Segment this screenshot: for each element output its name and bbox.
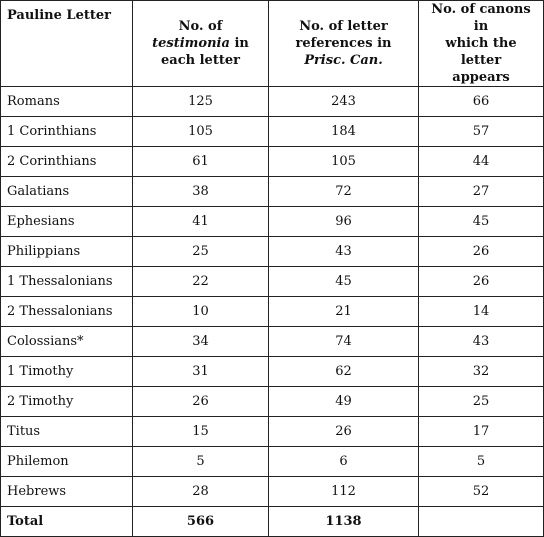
canons-cell: 44 <box>419 147 544 177</box>
references-cell: 243 <box>269 87 419 117</box>
header-references-line1: No. of letter <box>299 19 388 34</box>
canons-cell: 26 <box>419 237 544 267</box>
table-row <box>1 147 544 177</box>
testimonia-cell: 41 <box>133 207 269 237</box>
letter-cell: Galatians <box>1 177 133 207</box>
canons-cell: 45 <box>419 207 544 237</box>
letter-cell: Colossians* <box>1 327 133 357</box>
table-row <box>1 387 544 417</box>
total-canons <box>419 507 544 537</box>
references-cell: 184 <box>269 117 419 147</box>
references-cell: 45 <box>269 267 419 297</box>
letter-cell: 2 Timothy <box>1 387 133 417</box>
letter-cell: Hebrews <box>1 477 133 507</box>
header-pauline-letter-text: Pauline Letter <box>7 8 111 23</box>
canons-cell: 27 <box>419 177 544 207</box>
header-canons-line3: appears <box>452 70 510 85</box>
letter-cell: Philippians <box>1 237 133 267</box>
table-row <box>1 297 544 327</box>
references-cell: 74 <box>269 327 419 357</box>
table-header <box>1 1 544 87</box>
letter-cell: Ephesians <box>1 207 133 237</box>
testimonia-cell: 38 <box>133 177 269 207</box>
canons-cell: 14 <box>419 297 544 327</box>
testimonia-cell: 28 <box>133 477 269 507</box>
header-testimonia-line3: each letter <box>161 53 240 68</box>
letter-cell: 1 Thessalonians <box>1 267 133 297</box>
references-cell: 26 <box>269 417 419 447</box>
header-canons-line1: No. of canons in <box>431 2 531 34</box>
testimonia-cell: 25 <box>133 237 269 267</box>
header-canons <box>419 1 544 87</box>
table-row <box>1 327 544 357</box>
canons-cell: 17 <box>419 417 544 447</box>
table-row <box>1 207 544 237</box>
total-label: Total <box>1 507 133 537</box>
table-row <box>1 267 544 297</box>
testimonia-cell: 61 <box>133 147 269 177</box>
table-row <box>1 177 544 207</box>
references-cell: 96 <box>269 207 419 237</box>
testimonia-cell: 125 <box>133 87 269 117</box>
total-testimonia: 566 <box>133 507 269 537</box>
letter-cell: 1 Timothy <box>1 357 133 387</box>
table-row <box>1 87 544 117</box>
references-cell: 43 <box>269 237 419 267</box>
canons-cell: 43 <box>419 327 544 357</box>
references-cell: 62 <box>269 357 419 387</box>
total-references: 1138 <box>269 507 419 537</box>
table-body <box>1 87 544 537</box>
table-row <box>1 357 544 387</box>
testimonia-cell: 15 <box>133 417 269 447</box>
letter-cell: Romans <box>1 87 133 117</box>
header-pauline-letter <box>1 1 133 87</box>
letter-cell: 2 Thessalonians <box>1 297 133 327</box>
table-row <box>1 477 544 507</box>
canons-cell: 52 <box>419 477 544 507</box>
testimonia-cell: 105 <box>133 117 269 147</box>
testimonia-cell: 31 <box>133 357 269 387</box>
letter-cell: 2 Corinthians <box>1 147 133 177</box>
references-cell: 49 <box>269 387 419 417</box>
canons-cell: 5 <box>419 447 544 477</box>
table-row <box>1 447 544 477</box>
canons-cell: 57 <box>419 117 544 147</box>
testimonia-cell: 26 <box>133 387 269 417</box>
testimonia-cell: 5 <box>133 447 269 477</box>
header-references-line2: references in <box>295 36 392 51</box>
references-cell: 72 <box>269 177 419 207</box>
letter-cell: 1 Corinthians <box>1 117 133 147</box>
letter-cell: Titus <box>1 417 133 447</box>
header-references-line3: Prisc. Can. <box>304 53 383 68</box>
testimonia-cell: 34 <box>133 327 269 357</box>
canons-cell: 26 <box>419 267 544 297</box>
testimonia-cell: 22 <box>133 267 269 297</box>
canons-cell: 32 <box>419 357 544 387</box>
header-canons-line2: which the letter <box>445 36 517 68</box>
header-testimonia <box>133 1 269 87</box>
references-cell: 21 <box>269 297 419 327</box>
header-testimonia-line1: No. of <box>178 19 223 34</box>
references-cell: 112 <box>269 477 419 507</box>
table-row <box>1 417 544 447</box>
references-cell: 105 <box>269 147 419 177</box>
references-cell: 6 <box>269 447 419 477</box>
header-testimonia-line2 <box>139 35 262 52</box>
header-testimonia-italic: testimonia <box>152 36 230 51</box>
header-row <box>1 1 544 87</box>
table-row <box>1 237 544 267</box>
canons-cell: 25 <box>419 387 544 417</box>
header-testimonia-in: in <box>229 36 249 51</box>
header-references <box>269 1 419 87</box>
letter-cell: Philemon <box>1 447 133 477</box>
table-row <box>1 117 544 147</box>
testimonia-cell: 10 <box>133 297 269 327</box>
total-row <box>1 507 544 537</box>
canons-cell: 66 <box>419 87 544 117</box>
